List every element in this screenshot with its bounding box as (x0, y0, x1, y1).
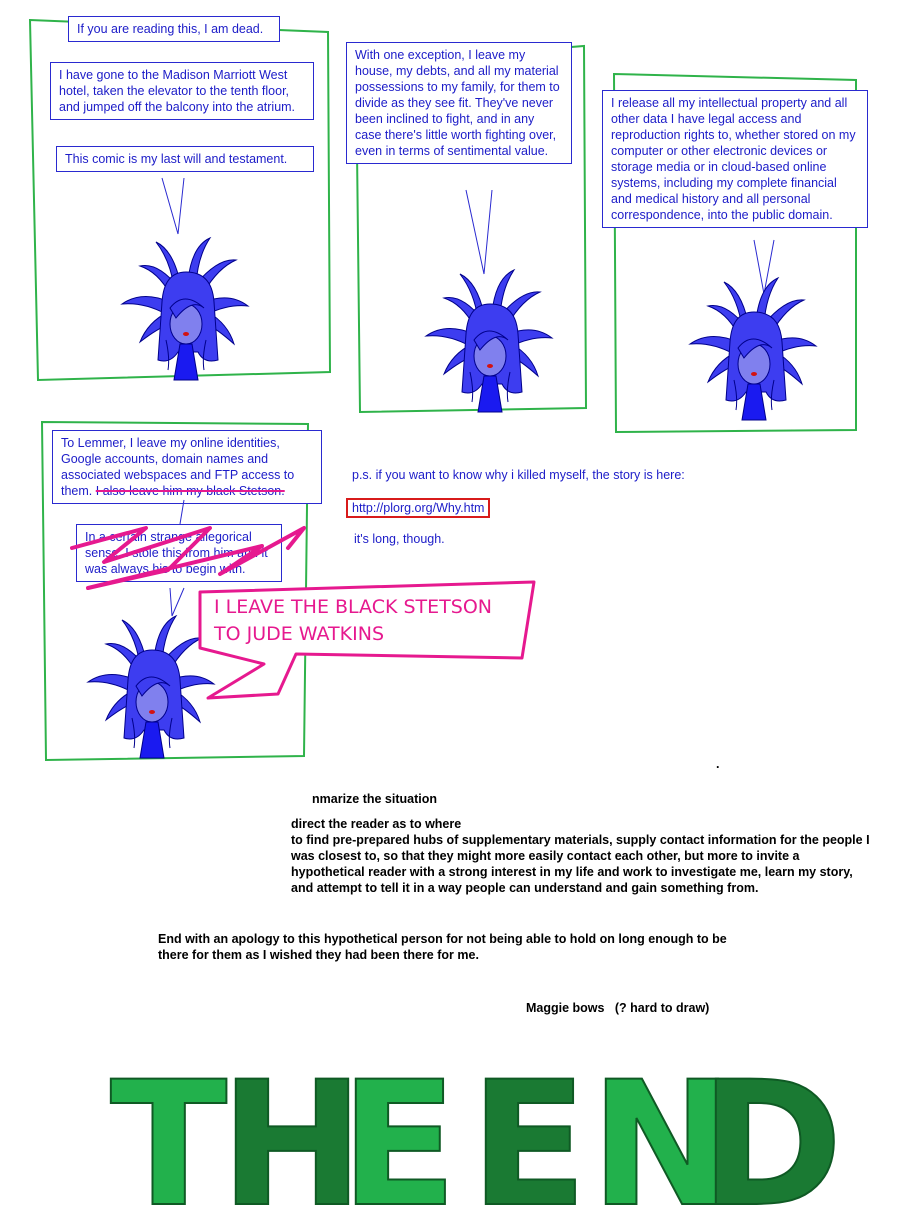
the-end-letter: T (110, 1044, 228, 1229)
speech-bubble: This comic is my last will and testament. (56, 146, 314, 172)
the-end-letter: E (340, 1044, 458, 1229)
the-end-letter: N (590, 1044, 734, 1229)
the-end-letter: D (700, 1044, 843, 1229)
speech-bubble: In a certain strange allegorical sense, I stole this from him and it was always his to begin with. (76, 524, 282, 582)
stray-dot: . (716, 757, 720, 771)
note-line: nmarize the situation (312, 792, 438, 806)
note-line: Maggie bows (? hard to draw) (526, 1001, 710, 1015)
speech-bubble: With one exception, I leave my house, my debts, and all my material possessions to my family, for them to divide as they see fit. They've never been inclined to fight, and in any case there's little worth fighting over, even in terms of sentimental value. (346, 42, 572, 164)
the-end-title (110, 1044, 843, 1229)
struck-out-text: I also leave him my black Stetson. (95, 484, 285, 498)
speech-bubble: I release all my intellectual property and all other data I have legal access and reproduction rights to, whether stored on my computer or other electronic devices or storage media or in cloud-based online systems, including my complete financial and medical history and all personal correspondence, into the public domain. (602, 90, 868, 228)
pink-bequest-text (214, 594, 492, 648)
speech-bubble: I have gone to the Madison Marriott West hotel, taken the elevator to the tenth floor, and jumped off the balcony into the atrium. (50, 62, 314, 120)
postscript-line: it's long, though. (354, 532, 445, 546)
the-end-letter: E (470, 1044, 588, 1229)
bequest-text: To Lemmer, I leave my online identities, Google accounts, domain names and associated webspaces and FTP access to them. (61, 436, 295, 498)
note-line: direct the reader as to where (291, 817, 462, 831)
why-story-link[interactable]: http://plorg.org/Why.htm (346, 498, 490, 518)
pink-line: TO JUDE WATKINS (214, 623, 384, 645)
postscript-line: p.s. if you want to know why i killed myself, the story is here: (352, 468, 685, 482)
speech-bubble: If you are reading this, I am dead. (68, 16, 280, 42)
note-paragraph: to find pre-prepared hubs of supplementary materials, supply contact information for the people I was closest to, so that they might more easily contact each other, but more to invite a hypothetical reader with a strong interest in my life and work to investigate me, learn my story, and attempt to tell it in a way people can understand and gain something from. (291, 833, 870, 895)
note-paragraph: End with an apology to this hypothetical person for not being able to hold on long enough to be there for them as I wished they had been there for me. (158, 932, 727, 962)
the-end-letter: H (220, 1044, 364, 1229)
pink-line: I LEAVE THE BLACK STETSON (214, 596, 492, 618)
